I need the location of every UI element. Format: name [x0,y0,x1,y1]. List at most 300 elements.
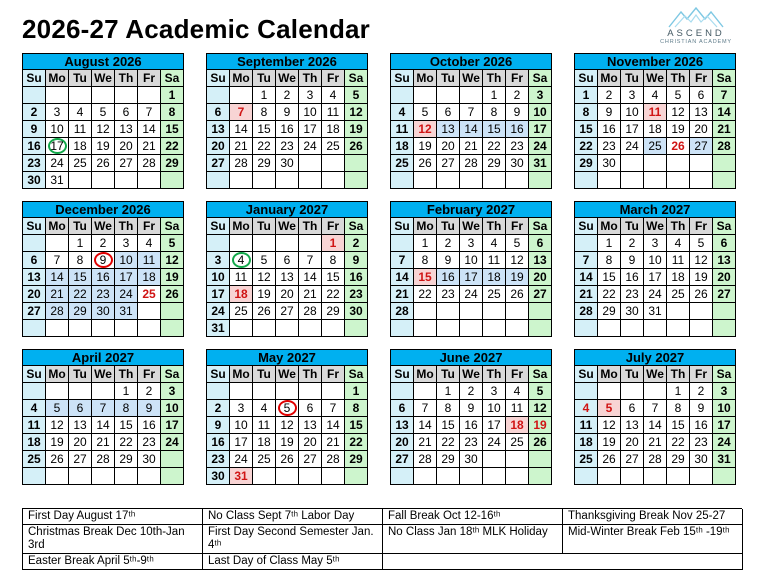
day-cell: 26 [46,451,69,468]
day-cell: 13 [276,269,299,286]
day-cell: 26 [529,434,552,451]
empty-day-cell [299,383,322,400]
day-cell: 25 [483,286,506,303]
day-cell: 11 [138,252,161,269]
day-cell: 21 [575,286,598,303]
empty-day-cell [161,468,184,485]
empty-day-cell [414,468,437,485]
day-cell: 1 [345,383,368,400]
day-cell: 6 [391,400,414,417]
empty-day-cell [575,172,598,189]
day-cell: 9 [23,121,46,138]
day-cell: 18 [483,269,506,286]
day-cell: 6 [621,400,644,417]
day-cell: 14 [575,269,598,286]
day-cell: 1 [69,235,92,252]
empty-day-cell [230,235,253,252]
day-cell: 12 [506,252,529,269]
month-title: December 2026 [22,201,184,218]
day-cell: 24 [644,286,667,303]
day-cell: 30 [690,451,713,468]
day-cell: 7 [644,400,667,417]
empty-day-cell [46,235,69,252]
empty-day-cell [483,468,506,485]
empty-day-cell [161,451,184,468]
day-cell: 4 [575,400,598,417]
empty-day-cell [161,172,184,189]
weekday-header: We [644,218,667,235]
day-cell: 6 [276,252,299,269]
weekday-header: Th [483,218,506,235]
day-cell: 6 [207,104,230,121]
day-cell: 28 [92,451,115,468]
day-cell: 25 [23,451,46,468]
day-cell: 3 [161,383,184,400]
day-cell: 11 [391,121,414,138]
empty-day-cell [644,383,667,400]
day-cell: 25 [138,286,161,303]
day-cell: 12 [276,417,299,434]
empty-day-cell [322,468,345,485]
month-days-grid [206,366,368,485]
day-cell: 17 [115,269,138,286]
empty-day-cell [115,468,138,485]
day-cell: 15 [253,121,276,138]
day-cell: 30 [138,451,161,468]
day-cell: 2 [690,383,713,400]
weekday-header: Tu [69,366,92,383]
empty-day-cell [483,172,506,189]
day-cell: 29 [437,451,460,468]
day-cell: 26 [598,451,621,468]
day-cell: 13 [69,417,92,434]
day-cell: 5 [506,235,529,252]
day-cell: 14 [46,269,69,286]
day-cell: 15 [437,417,460,434]
month-days-grid [574,70,736,189]
day-cell: 2 [207,400,230,417]
day-cell: 13 [23,269,46,286]
day-cell: 11 [483,252,506,269]
day-cell: 27 [713,286,736,303]
day-cell: 7 [138,104,161,121]
day-cell: 5 [690,235,713,252]
weekday-header: Su [207,70,230,87]
weekday-header: We [276,218,299,235]
empty-day-cell [299,320,322,337]
day-cell: 12 [598,417,621,434]
day-cell: 21 [230,138,253,155]
weekday-header: Sa [345,218,368,235]
empty-day-cell [138,320,161,337]
day-cell: 1 [161,87,184,104]
weekday-header: We [92,366,115,383]
day-cell: 22 [115,434,138,451]
day-cell: 18 [506,417,529,434]
month-block [22,201,184,337]
day-cell: 31 [713,451,736,468]
day-cell: 15 [575,121,598,138]
day-cell: 3 [529,87,552,104]
day-cell: 19 [506,269,529,286]
weekday-header: We [92,70,115,87]
day-cell: 15 [667,417,690,434]
day-cell: 25 [644,138,667,155]
day-cell: 8 [345,400,368,417]
empty-day-cell [414,320,437,337]
empty-day-cell [322,172,345,189]
day-cell: 21 [644,434,667,451]
day-cell: 24 [529,138,552,155]
month-block [390,53,552,189]
weekday-header: We [92,218,115,235]
day-cell: 13 [690,104,713,121]
day-cell: 12 [667,104,690,121]
empty-day-cell [391,235,414,252]
day-cell: 29 [575,155,598,172]
empty-day-cell [667,155,690,172]
day-cell: 27 [207,155,230,172]
day-cell: 2 [437,235,460,252]
month-days-grid [22,366,184,485]
day-cell: 26 [276,451,299,468]
logo [655,6,737,50]
weekday-header: Fr [138,366,161,383]
day-cell: 29 [115,451,138,468]
day-cell: 13 [437,121,460,138]
day-cell: 15 [161,121,184,138]
month-days-grid [22,70,184,189]
day-cell: 29 [69,303,92,320]
day-cell: 1 [667,383,690,400]
empty-day-cell [644,468,667,485]
month-block [206,349,368,485]
empty-day-cell [414,172,437,189]
weekday-header: Mo [230,366,253,383]
day-cell: 11 [644,104,667,121]
weekday-header: Sa [713,70,736,87]
day-cell: 9 [92,252,115,269]
day-cell: 6 [713,235,736,252]
day-cell: 15 [414,269,437,286]
weekday-header: Sa [345,70,368,87]
day-cell: 4 [253,400,276,417]
day-cell: 5 [46,400,69,417]
empty-day-cell [69,87,92,104]
day-cell: 26 [506,286,529,303]
empty-day-cell [345,155,368,172]
day-cell: 9 [460,400,483,417]
empty-day-cell [437,172,460,189]
day-cell: 20 [690,121,713,138]
day-cell: 5 [92,104,115,121]
day-cell: 17 [529,121,552,138]
day-cell: 14 [322,417,345,434]
weekday-header: Mo [598,70,621,87]
day-cell: 14 [414,417,437,434]
month-title: November 2026 [574,53,736,70]
day-cell: 19 [690,269,713,286]
day-cell: 14 [92,417,115,434]
empty-day-cell [621,155,644,172]
empty-day-cell [253,235,276,252]
day-cell: 26 [253,303,276,320]
day-cell: 27 [621,451,644,468]
empty-day-cell [437,87,460,104]
empty-day-cell [207,383,230,400]
empty-day-cell [92,468,115,485]
weekday-header: Mo [46,70,69,87]
weekday-header: Tu [253,70,276,87]
day-cell: 27 [276,303,299,320]
day-cell: 14 [230,121,253,138]
day-cell: 22 [161,138,184,155]
empty-day-cell [69,172,92,189]
day-cell: 22 [598,286,621,303]
empty-day-cell [437,303,460,320]
day-cell: 18 [322,121,345,138]
day-cell: 3 [621,87,644,104]
day-cell: 21 [391,286,414,303]
day-cell: 1 [414,235,437,252]
empty-day-cell [276,320,299,337]
empty-day-cell [460,172,483,189]
day-cell: 25 [253,451,276,468]
empty-day-cell [667,320,690,337]
day-cell: 29 [161,155,184,172]
weekday-header: Mo [230,70,253,87]
day-cell: 1 [483,87,506,104]
day-cell: 2 [23,104,46,121]
day-cell: 11 [667,252,690,269]
day-cell: 22 [575,138,598,155]
day-cell: 25 [667,286,690,303]
weekday-header: Fr [138,70,161,87]
day-cell: 2 [460,383,483,400]
empty-day-cell [690,468,713,485]
day-cell: 5 [276,400,299,417]
day-cell: 20 [621,434,644,451]
day-cell: 28 [299,303,322,320]
month-title: May 2027 [206,349,368,366]
day-cell: 21 [322,434,345,451]
day-cell: 5 [529,383,552,400]
day-cell: 3 [207,252,230,269]
day-cell: 26 [414,155,437,172]
empty-day-cell [276,468,299,485]
month-title: July 2027 [574,349,736,366]
weekday-header: Tu [437,218,460,235]
day-cell: 20 [299,434,322,451]
logo-subtitle: CHRISTIAN ACADEMY [660,39,732,45]
day-cell: 3 [230,400,253,417]
note-cell: No Class Jan 18ᵗʰ MLK Holiday [383,525,563,554]
month-block [22,349,184,485]
day-cell: 20 [391,434,414,451]
day-cell: 9 [506,104,529,121]
day-cell: 28 [230,155,253,172]
day-cell: 15 [483,121,506,138]
notes-table [22,508,742,570]
day-cell: 16 [460,417,483,434]
empty-day-cell [483,303,506,320]
weekday-header: Th [299,218,322,235]
note-cell: Christmas Break Dec 10th-Jan 3rd [23,525,203,554]
empty-day-cell [713,320,736,337]
empty-day-cell [46,320,69,337]
day-cell: 8 [161,104,184,121]
empty-day-cell [621,468,644,485]
weekday-header: We [644,366,667,383]
day-cell: 28 [391,303,414,320]
empty-day-cell [690,303,713,320]
day-cell: 8 [253,104,276,121]
day-cell: 20 [207,138,230,155]
day-cell: 10 [644,252,667,269]
day-cell: 31 [230,468,253,485]
empty-day-cell [575,383,598,400]
empty-day-cell [161,303,184,320]
day-cell: 3 [299,87,322,104]
empty-day-cell [483,320,506,337]
day-cell: 21 [713,121,736,138]
day-cell: 10 [115,252,138,269]
day-cell: 29 [667,451,690,468]
day-cell: 23 [460,434,483,451]
empty-day-cell [276,235,299,252]
day-cell: 18 [644,121,667,138]
day-cell: 17 [230,434,253,451]
day-cell: 3 [46,104,69,121]
empty-day-cell [23,383,46,400]
day-cell: 10 [299,104,322,121]
empty-day-cell [138,468,161,485]
day-cell: 29 [253,155,276,172]
day-cell: 17 [299,121,322,138]
day-cell: 27 [391,451,414,468]
weekday-header: Su [23,70,46,87]
day-cell: 6 [115,104,138,121]
weekday-header: Tu [621,70,644,87]
day-cell: 18 [69,138,92,155]
day-cell: 9 [345,252,368,269]
day-cell: 24 [115,286,138,303]
empty-day-cell [414,87,437,104]
day-cell: 21 [138,138,161,155]
day-cell: 30 [23,172,46,189]
day-cell: 1 [575,87,598,104]
empty-day-cell [529,303,552,320]
day-cell: 22 [667,434,690,451]
weekday-header: Mo [598,218,621,235]
day-cell: 5 [345,87,368,104]
day-cell: 23 [345,286,368,303]
day-cell: 30 [345,303,368,320]
day-cell: 31 [529,155,552,172]
day-cell: 4 [138,235,161,252]
empty-day-cell [391,320,414,337]
weekday-header: Fr [322,366,345,383]
day-cell: 17 [46,138,69,155]
month-block [390,201,552,337]
day-cell: 23 [690,434,713,451]
day-cell: 4 [69,104,92,121]
day-cell: 6 [529,235,552,252]
day-cell: 1 [437,383,460,400]
empty-day-cell [253,468,276,485]
day-cell: 27 [437,155,460,172]
empty-day-cell [644,320,667,337]
empty-day-cell [299,468,322,485]
empty-day-cell [23,87,46,104]
day-cell: 19 [529,417,552,434]
weekday-header: Tu [621,218,644,235]
note-cell: No Class Sept 7ᵗʰ Labor Day [203,509,383,525]
note-cell: Thanksgiving Break Nov 25-27 [563,509,743,525]
day-cell: 28 [644,451,667,468]
day-cell: 26 [667,138,690,155]
day-cell: 13 [621,417,644,434]
day-cell: 15 [598,269,621,286]
empty-day-cell [391,172,414,189]
day-cell: 30 [92,303,115,320]
empty-day-cell [322,383,345,400]
day-cell: 19 [598,434,621,451]
day-cell: 11 [230,269,253,286]
weekday-header: Fr [690,218,713,235]
day-cell: 17 [207,286,230,303]
day-cell: 28 [460,155,483,172]
empty-day-cell [713,468,736,485]
day-cell: 12 [253,269,276,286]
day-cell: 26 [92,155,115,172]
day-cell: 18 [667,269,690,286]
day-cell: 11 [575,417,598,434]
day-cell: 2 [92,235,115,252]
note-cell: Fall Break Oct 12-16ᵗʰ [383,509,563,525]
day-cell: 20 [529,269,552,286]
day-cell: 10 [483,400,506,417]
day-cell: 16 [23,138,46,155]
empty-day-cell [506,320,529,337]
day-cell: 16 [207,434,230,451]
day-cell: 27 [115,155,138,172]
weekday-header: Tu [253,218,276,235]
day-cell: 24 [230,451,253,468]
empty-day-cell [92,87,115,104]
empty-day-cell [138,87,161,104]
weekday-header: Tu [437,70,460,87]
weekday-header: We [460,218,483,235]
day-cell: 22 [322,286,345,303]
day-cell: 23 [207,451,230,468]
empty-day-cell [460,87,483,104]
note-cell [383,554,743,570]
day-cell: 25 [322,138,345,155]
weekday-header: Th [299,70,322,87]
empty-day-cell [621,383,644,400]
day-cell: 11 [69,121,92,138]
day-cell: 24 [460,286,483,303]
day-cell: 23 [23,155,46,172]
day-cell: 30 [506,155,529,172]
day-cell: 7 [322,400,345,417]
day-cell: 17 [621,121,644,138]
empty-day-cell [598,172,621,189]
day-cell: 12 [529,400,552,417]
weekday-header: Su [207,366,230,383]
empty-day-cell [690,320,713,337]
